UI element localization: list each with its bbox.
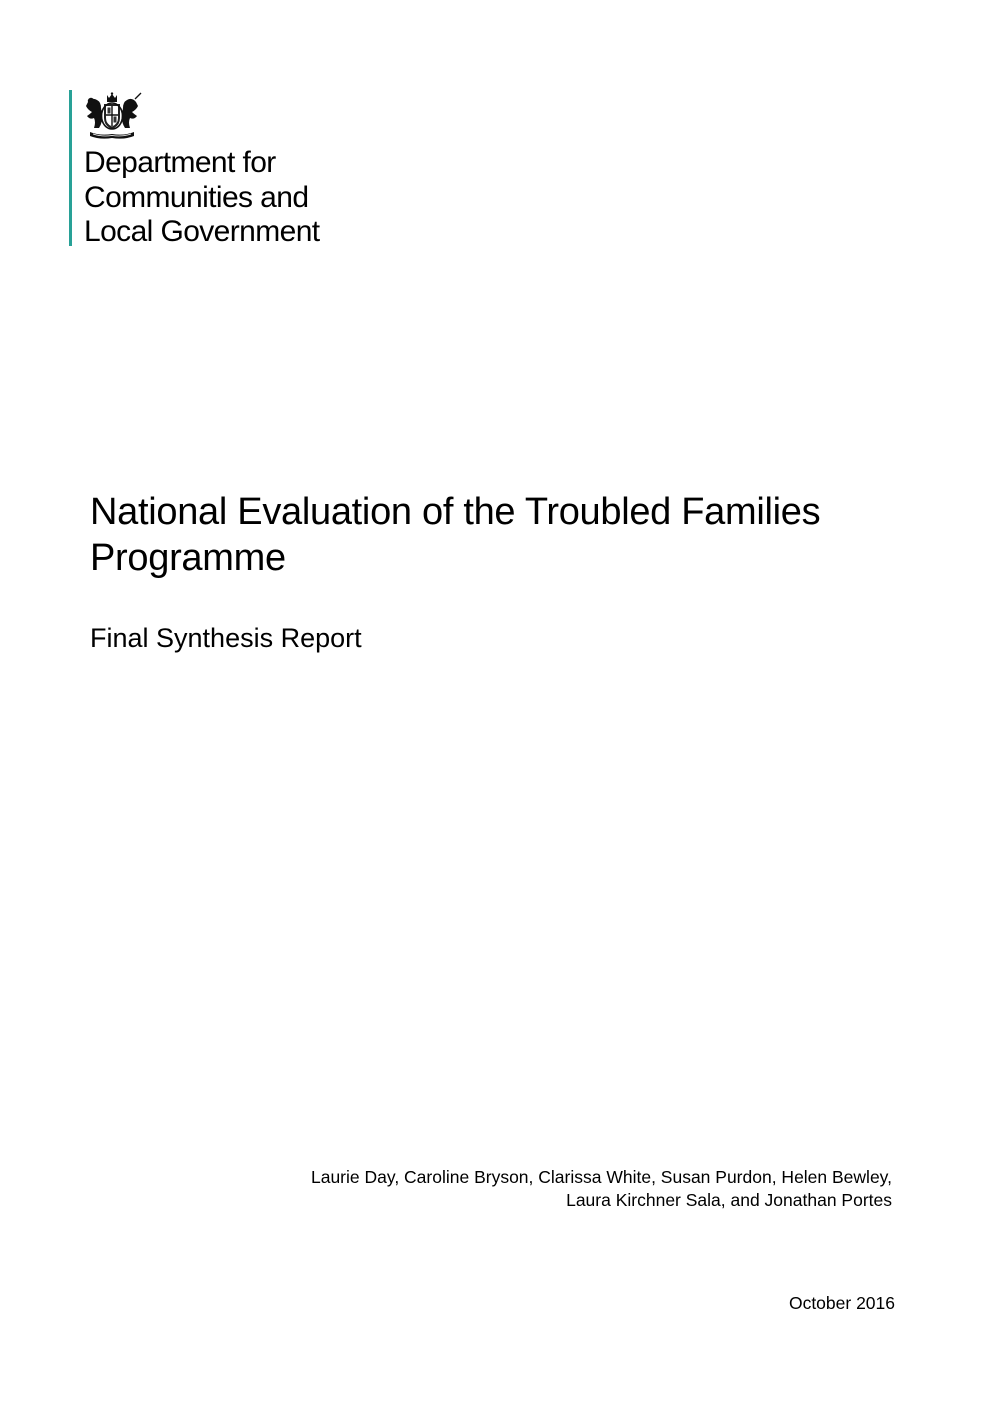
department-name-line: Local Government bbox=[84, 215, 320, 248]
report-title bbox=[90, 489, 820, 581]
report-title-line: National Evaluation of the Troubled Families bbox=[90, 491, 821, 533]
department-logo bbox=[69, 90, 369, 246]
report-subtitle: Final Synthesis Report bbox=[90, 623, 362, 653]
department-name-line: Communities and bbox=[84, 180, 309, 214]
logo-accent-bar bbox=[69, 90, 72, 246]
authors-line: Laura Kirchner Sala, and Jonathan Portes bbox=[566, 1190, 892, 1210]
royal-coat-of-arms-icon bbox=[82, 92, 142, 140]
department-name-line: Department for bbox=[84, 146, 276, 179]
authors-line: Laurie Day, Caroline Bryson, Clarissa White, Susan Purdon, Helen Bewley, bbox=[310, 1167, 892, 1187]
department-name bbox=[84, 146, 320, 250]
publication-date: October 2016 bbox=[788, 1293, 895, 1313]
authors-list bbox=[311, 1166, 892, 1212]
report-title-line: Programme bbox=[90, 537, 286, 579]
